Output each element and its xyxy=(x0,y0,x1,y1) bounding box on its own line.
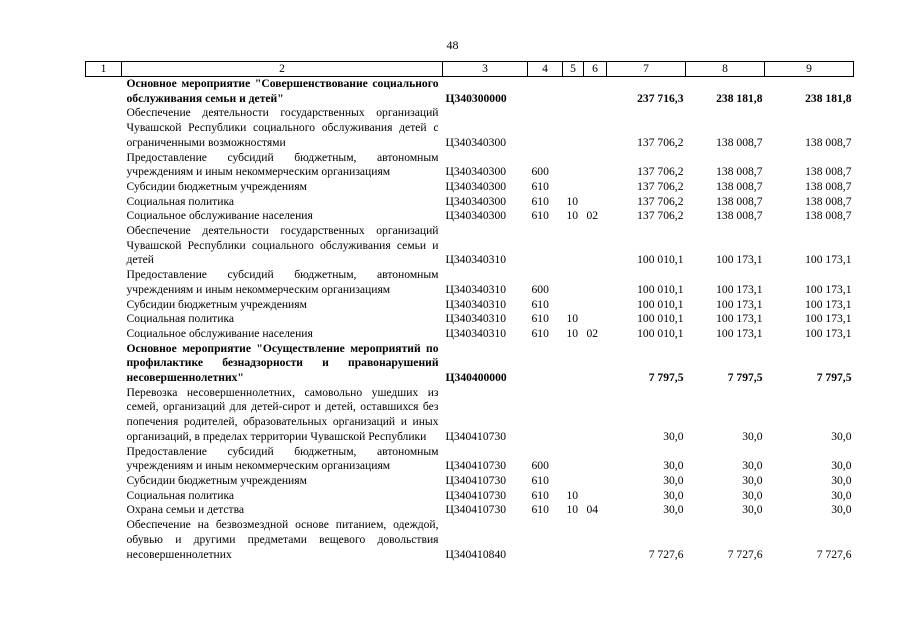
row-col5: 10 xyxy=(566,194,579,208)
row-value-8: 138 008,7 xyxy=(716,194,763,208)
row-code: Ц340300000 xyxy=(445,91,507,105)
row-value-7: 237 716,3 xyxy=(637,91,684,105)
row-value-8: 138 008,7 xyxy=(716,209,763,223)
row-col4: 600 xyxy=(531,282,549,296)
table-row xyxy=(86,77,854,107)
table-row xyxy=(86,224,854,268)
row-col6 xyxy=(584,445,607,474)
row-value-7: 137 706,2 xyxy=(637,165,684,179)
row-value-9: 30,0 xyxy=(831,429,852,443)
row-value-7: 7 797,5 xyxy=(648,371,684,385)
header-col-2: 2 xyxy=(122,62,443,77)
cell-col1 xyxy=(86,151,122,180)
cell-col1 xyxy=(86,209,122,224)
row-value-8: 100 173,1 xyxy=(716,253,763,267)
row-col5: 10 xyxy=(566,488,579,502)
row-value-9: 238 181,8 xyxy=(805,91,852,105)
row-name: Социальная политика xyxy=(126,194,235,208)
row-name: Охрана семьи и детства xyxy=(126,503,245,517)
row-value-7: 100 010,1 xyxy=(637,282,684,296)
row-col5 xyxy=(563,445,584,474)
row-name: Обеспечение на безвозмездной основе питанием, одеждой, обувью и другими предметами вещевого довольствия несовершеннолетних xyxy=(126,518,439,561)
row-value-8: 100 173,1 xyxy=(716,326,763,340)
row-col5: 10 xyxy=(566,326,579,340)
row-value-7: 100 010,1 xyxy=(637,326,684,340)
row-value-7: 137 706,2 xyxy=(637,179,684,193)
table-row xyxy=(86,503,854,518)
row-value-9: 100 173,1 xyxy=(805,312,852,326)
row-name: Основное мероприятие "Осуществление мероприятий по профилактике безнадзорности и правонарушений несовершеннолетних" xyxy=(126,341,439,385)
row-name: Субсидии бюджетным учреждениям xyxy=(126,179,307,193)
row-value-8: 100 173,1 xyxy=(716,312,763,326)
row-value-9: 30,0 xyxy=(831,503,852,517)
cell-col1 xyxy=(86,312,122,327)
table-row xyxy=(86,518,854,562)
table-row xyxy=(86,445,854,474)
row-name: Предоставление субсидий бюджетным, автономным учреждениям и иным некоммерческим организациям xyxy=(126,150,439,179)
row-value-7: 30,0 xyxy=(663,503,684,517)
cell-col1 xyxy=(86,195,122,210)
row-col6 xyxy=(584,195,607,210)
row-col5 xyxy=(563,386,584,445)
row-col6 xyxy=(584,151,607,180)
row-code: Ц340340310 xyxy=(445,282,507,296)
row-value-8: 138 008,7 xyxy=(716,135,763,149)
row-value-9: 100 173,1 xyxy=(805,282,852,296)
row-code: Ц340410730 xyxy=(445,488,507,502)
row-col4 xyxy=(528,224,563,268)
cell-col1 xyxy=(86,445,122,474)
row-col4: 610 xyxy=(531,194,549,208)
cell-col1 xyxy=(86,503,122,518)
row-name: Обеспечение деятельности государственных организаций Чувашской Республики социального обслуживания детей с ограниченными возможностями xyxy=(126,106,439,149)
row-name: Социальное обслуживание населения xyxy=(126,209,313,223)
row-value-9: 138 008,7 xyxy=(805,209,852,223)
row-value-7: 100 010,1 xyxy=(637,253,684,267)
row-value-8: 30,0 xyxy=(742,503,763,517)
row-value-7: 30,0 xyxy=(663,429,684,443)
row-code: Ц340340300 xyxy=(445,194,507,208)
row-col4: 610 xyxy=(531,488,549,502)
row-value-7: 137 706,2 xyxy=(637,209,684,223)
cell-col1 xyxy=(86,327,122,342)
row-value-8: 7 727,6 xyxy=(727,547,763,561)
cell-col1 xyxy=(86,180,122,195)
row-value-7: 7 727,6 xyxy=(648,547,684,561)
header-col-1: 1 xyxy=(86,62,122,77)
cell-col1 xyxy=(86,106,122,150)
table-row xyxy=(86,180,854,195)
row-value-9: 30,0 xyxy=(831,488,852,502)
row-value-7: 30,0 xyxy=(663,473,684,487)
cell-col1 xyxy=(86,489,122,504)
row-value-9: 7 797,5 xyxy=(816,371,852,385)
row-col6 xyxy=(584,474,607,489)
row-value-8: 30,0 xyxy=(742,488,763,502)
row-code: Ц340340300 xyxy=(445,135,507,149)
row-col4: 600 xyxy=(531,165,549,179)
row-code: Ц340410730 xyxy=(445,473,507,487)
row-col4 xyxy=(528,106,563,150)
row-code: Ц340410730 xyxy=(445,503,507,517)
row-col4 xyxy=(528,342,563,386)
row-col6: 04 xyxy=(586,503,599,517)
row-name: Субсидии бюджетным учреждениям xyxy=(126,297,307,311)
table-row xyxy=(86,106,854,150)
row-value-9: 7 727,6 xyxy=(816,547,852,561)
row-col6 xyxy=(584,518,607,562)
row-col6: 02 xyxy=(586,326,599,340)
row-col4: 610 xyxy=(531,297,549,311)
row-col6 xyxy=(584,312,607,327)
row-code: Ц340340310 xyxy=(445,326,507,340)
header-col-3: 3 xyxy=(443,62,528,77)
table-row xyxy=(86,298,854,313)
row-value-9: 138 008,7 xyxy=(805,165,852,179)
row-value-9: 100 173,1 xyxy=(805,326,852,340)
row-col4: 610 xyxy=(531,503,549,517)
cell-col1 xyxy=(86,224,122,268)
row-col5 xyxy=(563,342,584,386)
cell-col1 xyxy=(86,268,122,297)
row-col6 xyxy=(584,180,607,195)
row-code: Ц340340300 xyxy=(445,165,507,179)
row-col4: 610 xyxy=(531,312,549,326)
row-code: Ц340400000 xyxy=(445,371,507,385)
row-value-9: 138 008,7 xyxy=(805,194,852,208)
row-name: Социальная политика xyxy=(126,312,235,326)
row-col5 xyxy=(563,298,584,313)
row-col5: 10 xyxy=(566,209,579,223)
row-col5 xyxy=(563,268,584,297)
header-col-5: 5 xyxy=(563,62,584,77)
row-value-8: 100 173,1 xyxy=(716,297,763,311)
row-col6 xyxy=(584,77,607,107)
row-value-8: 238 181,8 xyxy=(716,91,763,105)
cell-col1 xyxy=(86,342,122,386)
row-col4 xyxy=(528,386,563,445)
table-row xyxy=(86,151,854,180)
row-code: Ц340340310 xyxy=(445,297,507,311)
row-value-9: 100 173,1 xyxy=(805,297,852,311)
header-col-6: 6 xyxy=(584,62,607,77)
row-value-7: 30,0 xyxy=(663,488,684,502)
row-value-8: 30,0 xyxy=(742,429,763,443)
cell-col1 xyxy=(86,77,122,107)
row-value-8: 30,0 xyxy=(742,459,763,473)
budget-table xyxy=(85,61,854,562)
row-value-9: 30,0 xyxy=(831,459,852,473)
cell-col1 xyxy=(86,298,122,313)
row-value-8: 138 008,7 xyxy=(716,165,763,179)
row-name: Субсидии бюджетным учреждениям xyxy=(126,473,307,487)
cell-col1 xyxy=(86,518,122,562)
row-col5: 10 xyxy=(566,503,579,517)
row-value-8: 7 797,5 xyxy=(727,371,763,385)
row-col5 xyxy=(563,224,584,268)
row-value-7: 137 706,2 xyxy=(637,135,684,149)
row-col4 xyxy=(528,77,563,107)
row-name: Социальная политика xyxy=(126,488,235,502)
row-value-7: 137 706,2 xyxy=(637,194,684,208)
row-code: Ц340340300 xyxy=(445,209,507,223)
row-col5 xyxy=(563,106,584,150)
row-value-8: 30,0 xyxy=(742,473,763,487)
row-code: Ц340410730 xyxy=(445,429,507,443)
row-code: Ц340410730 xyxy=(445,459,507,473)
row-col6 xyxy=(584,106,607,150)
row-col5: 10 xyxy=(566,312,579,326)
header-col-9: 9 xyxy=(765,62,854,77)
row-name: Предоставление субсидий бюджетным, автономным учреждениям и иным некоммерческим организациям xyxy=(126,444,439,473)
row-col4: 610 xyxy=(531,179,549,193)
cell-col1 xyxy=(86,386,122,445)
header-row xyxy=(86,62,854,77)
row-value-9: 138 008,7 xyxy=(805,179,852,193)
row-col5 xyxy=(563,180,584,195)
row-col6 xyxy=(584,386,607,445)
table-row xyxy=(86,386,854,445)
row-col4: 610 xyxy=(531,473,549,487)
row-col6: 02 xyxy=(586,209,599,223)
row-name: Обеспечение деятельности государственных организаций Чувашской Республики социального обслуживания семьи и детей xyxy=(126,224,439,267)
row-value-7: 30,0 xyxy=(663,459,684,473)
row-col6 xyxy=(584,342,607,386)
row-value-7: 100 010,1 xyxy=(637,297,684,311)
row-code: Ц340340310 xyxy=(445,253,507,267)
row-col4: 600 xyxy=(531,459,549,473)
row-value-9: 30,0 xyxy=(831,473,852,487)
row-name: Перевозка несовершеннолетних, самовольно ушедших из семей, организаций для детей-сирот и детей, оставшихся без попечения родителей, образовательных организаций и иных организаций, в пределах территории Чувашской Республики xyxy=(126,385,439,443)
table-row xyxy=(86,327,854,342)
row-col6 xyxy=(584,298,607,313)
row-name: Предоставление субсидий бюджетным, автономным учреждениям и иным некоммерческим организациям xyxy=(126,268,439,296)
row-col5 xyxy=(563,151,584,180)
table-row xyxy=(86,489,854,504)
row-col6 xyxy=(584,268,607,297)
table-row xyxy=(86,342,854,386)
cell-col1 xyxy=(86,474,122,489)
row-code: Ц340340300 xyxy=(445,179,507,193)
table-row xyxy=(86,209,854,224)
table-row xyxy=(86,474,854,489)
row-col6 xyxy=(584,489,607,504)
row-col5 xyxy=(563,474,584,489)
row-col4: 610 xyxy=(531,209,549,223)
row-col6 xyxy=(584,224,607,268)
header-col-7: 7 xyxy=(607,62,686,77)
row-value-9: 100 173,1 xyxy=(805,253,852,267)
table-row xyxy=(86,312,854,327)
row-col5 xyxy=(563,518,584,562)
row-value-8: 138 008,7 xyxy=(716,179,763,193)
header-col-8: 8 xyxy=(686,62,765,77)
row-col5 xyxy=(563,77,584,107)
row-code: Ц340340310 xyxy=(445,312,507,326)
header-col-4: 4 xyxy=(528,62,563,77)
row-col4 xyxy=(528,518,563,562)
row-code: Ц340410840 xyxy=(445,547,507,561)
table-row xyxy=(86,268,854,297)
row-name: Социальное обслуживание населения xyxy=(126,326,313,340)
row-name: Основное мероприятие "Совершенствование социального обслуживания семьи и детей" xyxy=(126,77,439,105)
row-col4: 610 xyxy=(531,326,549,340)
row-value-7: 100 010,1 xyxy=(637,312,684,326)
table-row xyxy=(86,195,854,210)
row-value-9: 138 008,7 xyxy=(805,135,852,149)
row-value-8: 100 173,1 xyxy=(716,282,763,296)
page-number: 48 xyxy=(446,38,459,52)
